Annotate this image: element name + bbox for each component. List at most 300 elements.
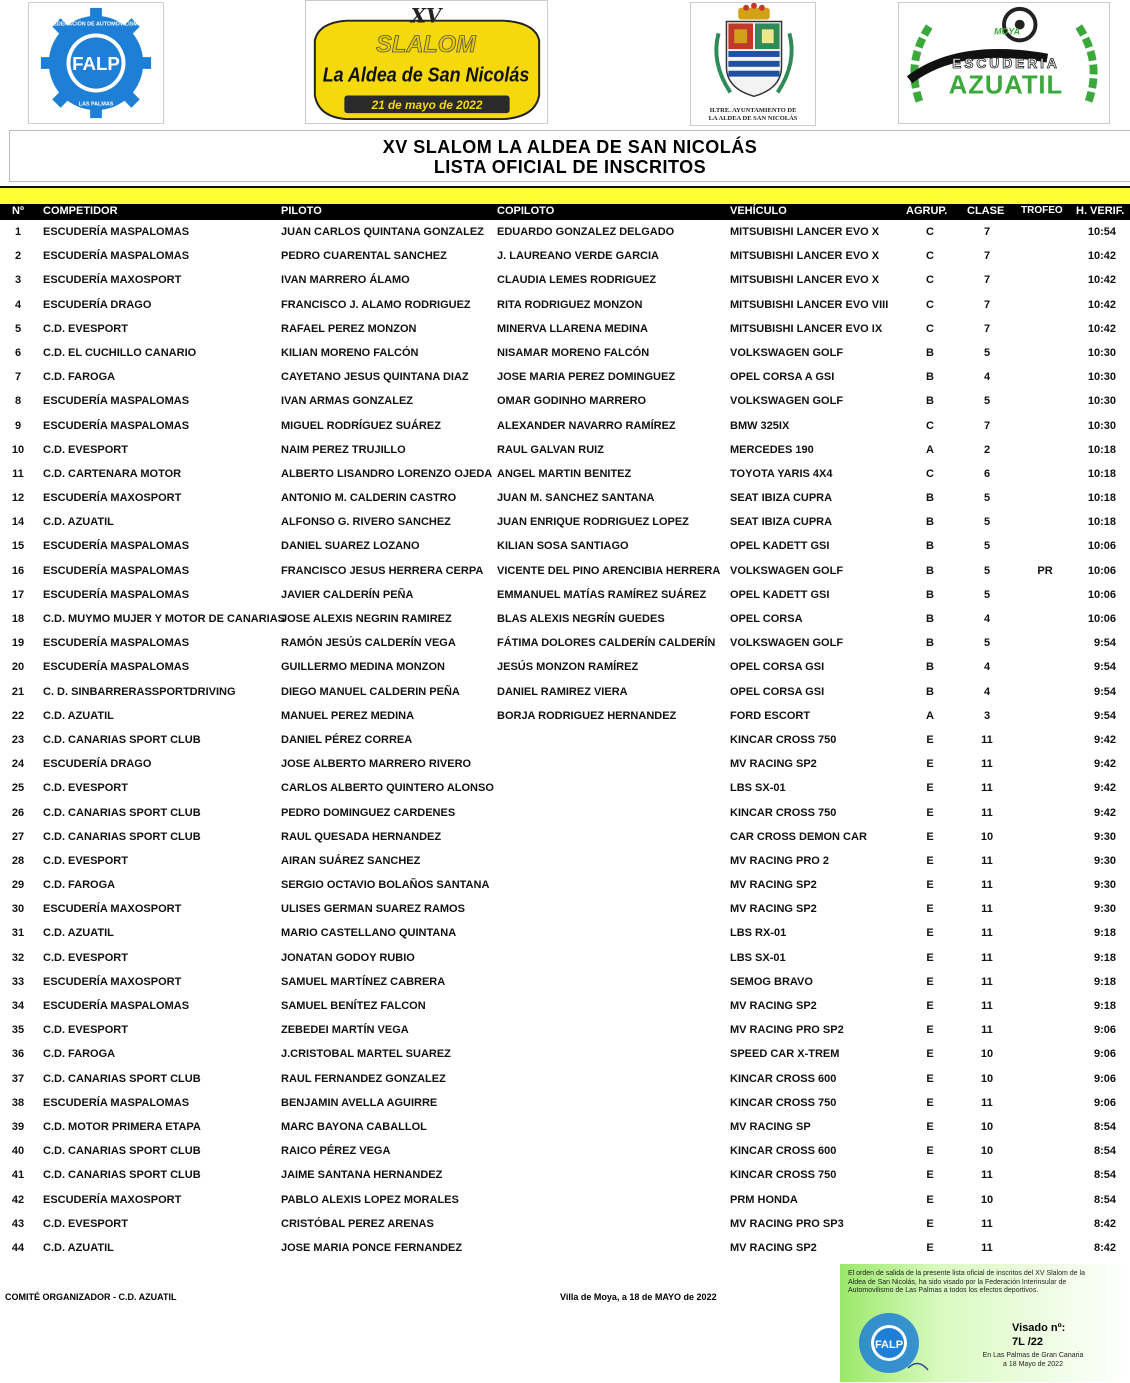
row-hora-verif: 10:30: [1087, 346, 1116, 359]
row-vehiculo: MV RACING SP2: [730, 1000, 817, 1012]
row-copiloto: BORJA RODRIGUEZ HERNANDEZ: [497, 709, 677, 722]
row-piloto: RAICO PÉREZ VEGA: [281, 1145, 391, 1158]
row-piloto: ULISES GERMAN SUAREZ RAMOS: [281, 903, 465, 916]
row-competidor: C.D. EVESPORT: [43, 951, 128, 964]
row-copiloto: EMMANUEL MATÍAS RAMÍREZ SUÁREZ: [497, 588, 707, 601]
row-vehiculo: LBS SX-01: [730, 782, 786, 795]
table-row: [0, 850, 1130, 874]
row-agrup: C: [926, 322, 934, 335]
row-clase: 10: [980, 1193, 994, 1206]
row-vehiculo: MV RACING SP: [730, 1120, 811, 1133]
row-piloto: AIRAN SUÁREZ SANCHEZ: [281, 854, 421, 867]
row-piloto: MARC BAYONA CABALLOL: [281, 1120, 427, 1133]
row-competidor: C.D. MUYMO MUJER Y MOTOR DE CANARIAS: [43, 613, 286, 625]
header-agrup: AGRUP.: [906, 205, 948, 217]
row-agrup: E: [926, 733, 934, 746]
row-clase: 10: [980, 1048, 994, 1061]
row-clase: 5: [983, 492, 991, 505]
row-hora-verif: 9:18: [1093, 927, 1116, 940]
row-num: 40: [11, 1145, 25, 1158]
row-agrup: C: [926, 467, 934, 480]
row-num: 32: [11, 951, 25, 964]
row-hora-verif: 10:42: [1087, 274, 1116, 287]
row-competidor: C.D. CANARIAS SPORT CLUB: [43, 806, 201, 819]
row-num: 16: [11, 564, 25, 577]
row-clase: 5: [983, 516, 991, 529]
row-copiloto: EDUARDO GONZALEZ DELGADO: [497, 226, 675, 238]
row-clase: 11: [981, 1024, 993, 1037]
row-num: 43: [11, 1217, 25, 1230]
header-trofeo: TROFEO: [1021, 205, 1063, 216]
row-agrup: B: [926, 637, 934, 650]
row-agrup: A: [926, 709, 934, 722]
row-competidor: C.D. MOTOR PRIMERA ETAPA: [43, 1120, 201, 1133]
row-vehiculo: MV RACING SP2: [730, 1241, 817, 1254]
row-hora-verif: 10:42: [1087, 322, 1116, 335]
visado-text: El orden de salida de la presente lista oficial de inscritos del XV Slalom de la Aldea de San Nicolás, ha sido visado por la Federación Interinsular de Automovilismo de Las Palmas a todos los efectos deportivos.: [848, 1270, 1085, 1294]
table-row: [0, 463, 1130, 487]
row-clase: 10: [980, 1145, 994, 1158]
row-agrup: C: [926, 274, 934, 287]
row-clase: 5: [983, 637, 991, 650]
row-num: 5: [14, 322, 22, 335]
table-row: [0, 1043, 1130, 1067]
row-hora-verif: 10:30: [1087, 395, 1116, 408]
row-num: 28: [11, 854, 25, 867]
table-row: [0, 729, 1130, 753]
row-competidor: ESCUDERÍA MAXOSPORT: [43, 975, 182, 988]
row-piloto: RAFAEL PEREZ MONZON: [281, 322, 417, 335]
row-competidor: ESCUDERÍA MASPALOMAS: [43, 661, 190, 674]
row-clase: 11: [981, 733, 993, 746]
row-num: 36: [11, 1048, 25, 1061]
row-agrup: C: [926, 298, 934, 311]
entries-table: [0, 221, 1130, 1261]
fialp-center-text: FALP: [72, 52, 120, 74]
row-agrup: E: [926, 1072, 934, 1085]
row-num: 6: [14, 346, 22, 359]
row-piloto: DIEGO MANUEL CALDERIN PEÑA: [281, 685, 460, 698]
row-hora-verif: 10:42: [1087, 250, 1116, 263]
row-vehiculo: MV RACING PRO SP3: [730, 1217, 844, 1230]
table-row: [0, 535, 1130, 559]
row-vehiculo: SEAT IBIZA CUPRA: [730, 492, 833, 505]
row-hora-verif: 8:54: [1093, 1145, 1116, 1158]
table-row: [0, 681, 1130, 705]
header-copiloto: COPILOTO: [497, 205, 555, 217]
row-agrup: B: [926, 661, 934, 674]
table-row: [0, 1068, 1130, 1092]
table-row: [0, 390, 1130, 414]
row-clase: 3: [983, 709, 991, 722]
row-agrup: E: [926, 830, 934, 843]
row-competidor: ESCUDERÍA MASPALOMAS: [43, 1000, 190, 1012]
table-row: [0, 947, 1130, 971]
row-piloto: MANUEL PEREZ MEDINA: [281, 709, 415, 722]
row-piloto: ANTONIO M. CALDERIN CASTRO: [281, 492, 457, 505]
row-agrup: E: [926, 903, 934, 916]
row-hora-verif: 9:06: [1093, 1096, 1116, 1109]
row-hora-verif: 10:06: [1087, 613, 1116, 625]
row-num: 25: [11, 782, 25, 795]
row-vehiculo: MERCEDES 190: [730, 443, 814, 456]
row-copiloto: DANIEL RAMIREZ VIERA: [497, 685, 628, 698]
row-hora-verif: 9:30: [1093, 879, 1116, 892]
row-competidor: ESCUDERÍA MAXOSPORT: [43, 274, 182, 287]
row-vehiculo: MITSUBISHI LANCER EVO X: [730, 250, 880, 263]
row-competidor: ESCUDERÍA MASPALOMAS: [43, 226, 190, 238]
row-competidor: C.D. AZUATIL: [43, 1241, 114, 1254]
row-agrup: E: [926, 1048, 934, 1061]
row-num: 35: [11, 1024, 25, 1037]
row-hora-verif: 9:18: [1093, 951, 1116, 964]
table-row: [0, 995, 1130, 1019]
row-num: 22: [11, 709, 25, 722]
row-vehiculo: MITSUBISHI LANCER EVO VIII: [730, 298, 889, 311]
table-row: [0, 898, 1130, 922]
table-row: [0, 802, 1130, 826]
row-competidor: C.D. CARTENARA MOTOR: [43, 467, 182, 480]
row-piloto: IVAN MARRERO ÁLAMO: [281, 274, 410, 287]
document-title: [9, 130, 1130, 182]
table-row: [0, 560, 1130, 584]
row-piloto: JOSE ALBERTO MARRERO RIVERO: [281, 758, 472, 771]
row-clase: 7: [983, 322, 991, 335]
row-agrup: E: [926, 1217, 934, 1230]
row-vehiculo: FORD ESCORT: [730, 709, 811, 722]
row-num: 12: [11, 492, 25, 505]
table-row: [0, 1213, 1130, 1237]
row-hora-verif: 9:54: [1093, 637, 1116, 650]
row-num: 4: [14, 298, 22, 311]
row-vehiculo: VOLKSWAGEN GOLF: [730, 346, 844, 359]
row-vehiculo: KINCAR CROSS 600: [730, 1072, 837, 1085]
fialp-stamp-icon: [848, 1308, 930, 1378]
row-num: 11: [12, 467, 24, 480]
row-clase: 11: [981, 758, 993, 771]
row-competidor: C.D. AZUATIL: [43, 516, 114, 529]
row-hora-verif: 9:54: [1093, 685, 1116, 698]
row-num: 10: [11, 443, 25, 456]
row-vehiculo: VOLKSWAGEN GOLF: [730, 564, 844, 577]
row-clase: 11: [981, 975, 993, 988]
header-hora-verif: H. VERIF.: [1076, 205, 1125, 217]
row-agrup: E: [926, 1241, 934, 1254]
table-row: [0, 705, 1130, 729]
row-clase: 11: [981, 903, 993, 916]
row-num: 24: [11, 758, 25, 771]
row-vehiculo: CAR CROSS DEMON CAR: [730, 830, 867, 843]
row-piloto: SERGIO OCTAVIO BOLAÑOS SANTANA: [281, 879, 490, 892]
row-hora-verif: 10:18: [1087, 443, 1116, 456]
row-piloto: JONATAN GODOY RUBIO: [281, 951, 415, 964]
row-clase: 5: [983, 588, 991, 601]
row-piloto: IVAN ARMAS GONZALEZ: [281, 395, 413, 408]
row-agrup: E: [926, 975, 934, 988]
row-vehiculo: KINCAR CROSS 750: [730, 1169, 837, 1182]
row-piloto: ZEBEDEI MARTÍN VEGA: [281, 1024, 409, 1037]
table-row: [0, 777, 1130, 801]
row-copiloto: KILIAN SOSA SANTIAGO: [497, 540, 629, 553]
row-clase: 10: [980, 830, 994, 843]
row-hora-verif: 10:30: [1087, 371, 1116, 384]
table-row: [0, 221, 1130, 245]
row-hora-verif: 9:06: [1093, 1072, 1116, 1085]
row-competidor: C.D. CANARIAS SPORT CLUB: [43, 1145, 201, 1158]
row-piloto: ALBERTO LISANDRO LORENZO OJEDA: [281, 467, 493, 480]
row-competidor: ESCUDERÍA MAXOSPORT: [43, 492, 182, 505]
row-num: 23: [11, 733, 25, 746]
row-vehiculo: SEAT IBIZA CUPRA: [730, 516, 833, 529]
table-row: [0, 342, 1130, 366]
row-competidor: C.D. CANARIAS SPORT CLUB: [43, 733, 201, 746]
row-hora-verif: 8:42: [1093, 1241, 1116, 1254]
row-competidor: C.D. EL CUCHILLO CANARIO: [43, 346, 197, 359]
row-agrup: B: [926, 588, 934, 601]
row-vehiculo: MITSUBISHI LANCER EVO IX: [730, 322, 883, 335]
row-clase: 11: [981, 1217, 993, 1230]
row-clase: 10: [980, 1120, 994, 1133]
row-num: 31: [11, 927, 25, 940]
title-line-2: LISTA OFICIAL DE INSCRITOS: [433, 157, 707, 177]
row-vehiculo: KINCAR CROSS 750: [730, 733, 837, 746]
table-row: [0, 922, 1130, 946]
row-competidor: ESCUDERÍA MASPALOMAS: [43, 1096, 190, 1109]
header-num: Nº: [12, 205, 24, 217]
row-clase: 5: [983, 564, 991, 577]
row-vehiculo: TOYOTA YARIS 4X4: [730, 467, 833, 480]
row-agrup: C: [926, 250, 934, 263]
row-copiloto: OMAR GODINHO MARRERO: [497, 395, 647, 408]
row-num: 27: [11, 830, 25, 843]
row-piloto: CARLOS ALBERTO QUINTERO ALONSO: [281, 782, 494, 795]
footer-organizer: COMITÉ ORGANIZADOR - C.D. AZUATIL: [5, 1292, 177, 1302]
row-piloto: PABLO ALEXIS LOPEZ MORALES: [281, 1193, 459, 1206]
row-num: 30: [11, 903, 25, 916]
escuderia-small: MOYA: [994, 26, 1021, 37]
row-num: 34: [11, 1000, 25, 1012]
row-competidor: C.D. FAROGA: [43, 879, 116, 892]
row-clase: 11: [981, 854, 993, 867]
row-clase: 11: [981, 782, 993, 795]
table-row: [0, 874, 1130, 898]
row-piloto: CRISTÓBAL PEREZ ARENAS: [281, 1217, 434, 1230]
table-top-bar: [0, 186, 1130, 204]
table-row: [0, 1092, 1130, 1116]
table-row: [0, 584, 1130, 608]
row-vehiculo: SPEED CAR X-TREM: [730, 1048, 840, 1061]
row-clase: 11: [981, 879, 993, 892]
fialp-gear-icon: [29, 3, 163, 123]
row-agrup: B: [926, 346, 934, 359]
row-agrup: C: [926, 226, 934, 238]
row-copiloto: CLAUDIA LEMES RODRIGUEZ: [497, 274, 657, 287]
row-competidor: C.D. CANARIAS SPORT CLUB: [43, 1072, 201, 1085]
row-num: 20: [11, 661, 25, 674]
visado-number: 7L /22: [1012, 1336, 1043, 1348]
row-vehiculo: OPEL CORSA GSI: [730, 661, 825, 674]
row-copiloto: JUAN ENRIQUE RODRIGUEZ LOPEZ: [497, 516, 689, 529]
slalom-place: La Aldea de San Nicolás: [322, 63, 530, 87]
row-agrup: B: [926, 564, 934, 577]
slalom-event-logo: [305, 0, 548, 124]
row-piloto: RAMÓN JESÚS CALDERÍN VEGA: [281, 637, 456, 650]
row-agrup: B: [926, 685, 934, 698]
row-piloto: SAMUEL BENÍTEZ FALCON: [281, 1000, 426, 1012]
row-agrup: E: [926, 1096, 934, 1109]
row-agrup: E: [926, 927, 934, 940]
row-piloto: MARIO CASTELLANO QUINTANA: [281, 927, 457, 940]
row-vehiculo: VOLKSWAGEN GOLF: [730, 395, 844, 408]
row-hora-verif: 8:54: [1093, 1169, 1116, 1182]
row-copiloto: RAUL GALVAN RUIZ: [497, 443, 604, 456]
row-clase: 7: [983, 250, 991, 263]
row-competidor: C.D. FAROGA: [43, 1048, 116, 1061]
row-hora-verif: 10:18: [1087, 467, 1116, 480]
row-copiloto: FÁTIMA DOLORES CALDERÍN CALDERÍN: [497, 637, 716, 650]
row-competidor: ESCUDERÍA MASPALOMAS: [43, 419, 190, 432]
row-num: 7: [14, 371, 22, 384]
table-row: [0, 1237, 1130, 1261]
row-hora-verif: 10:06: [1087, 588, 1116, 601]
table-row: [0, 971, 1130, 995]
table-row: [0, 487, 1130, 511]
row-hora-verif: 9:18: [1093, 1000, 1116, 1012]
row-piloto: RAUL QUESADA HERNANDEZ: [281, 830, 442, 843]
row-agrup: E: [926, 806, 934, 819]
row-hora-verif: 10:54: [1087, 226, 1116, 238]
row-agrup: C: [926, 419, 934, 432]
row-hora-verif: 10:06: [1087, 540, 1116, 553]
row-vehiculo: OPEL KADETT GSI: [730, 540, 830, 553]
row-hora-verif: 9:30: [1093, 903, 1116, 916]
row-agrup: E: [926, 1145, 934, 1158]
row-agrup: E: [926, 879, 934, 892]
fialp-ring-text: FEDERACIÓN DE AUTOMOVILISMO: [50, 21, 142, 28]
row-agrup: E: [926, 782, 934, 795]
row-num: 41: [11, 1169, 25, 1182]
row-competidor: ESCUDERÍA MASPALOMAS: [43, 564, 190, 577]
escuderia-word: ESCUDERIA: [952, 55, 1060, 71]
row-num: 2: [14, 250, 22, 263]
table-row: [0, 1019, 1130, 1043]
row-competidor: ESCUDERÍA MASPALOMAS: [43, 395, 190, 408]
slalom-word: SLALOM: [376, 32, 476, 59]
row-clase: 4: [983, 371, 991, 384]
row-copiloto: JESÚS MONZON RAMÍREZ: [497, 661, 639, 674]
row-copiloto: VICENTE DEL PINO ARENCIBIA HERRERA: [497, 564, 721, 577]
row-vehiculo: LBS RX-01: [730, 927, 787, 940]
row-vehiculo: OPEL KADETT GSI: [730, 588, 830, 601]
row-vehiculo: VOLKSWAGEN GOLF: [730, 637, 844, 650]
row-hora-verif: 9:06: [1093, 1024, 1116, 1037]
row-num: 44: [11, 1241, 25, 1254]
row-copiloto: J. LAUREANO VERDE GARCIA: [497, 250, 659, 263]
row-agrup: E: [926, 1193, 934, 1206]
row-piloto: J.CRISTOBAL MARTEL SUAREZ: [281, 1048, 451, 1061]
row-piloto: JAIME SANTANA HERNANDEZ: [281, 1169, 443, 1182]
row-piloto: MIGUEL RODRÍGUEZ SUÁREZ: [281, 419, 441, 432]
row-competidor: C.D. EVESPORT: [43, 443, 128, 456]
visado-place-1: En Las Palmas de Gran Canaria: [982, 1352, 1084, 1359]
row-hora-verif: 9:18: [1093, 975, 1116, 988]
row-hora-verif: 8:54: [1093, 1120, 1116, 1133]
table-row: [0, 1140, 1130, 1164]
row-agrup: E: [926, 1024, 934, 1037]
header-competidor: COMPETIDOR: [43, 205, 118, 217]
ayuntamiento-logo: [690, 2, 816, 126]
row-agrup: E: [926, 1169, 934, 1182]
row-agrup: E: [926, 1000, 934, 1012]
row-agrup: B: [926, 516, 934, 529]
table-row: [0, 245, 1130, 269]
row-piloto: SAMUEL MARTÍNEZ CABRERA: [281, 975, 446, 988]
row-clase: 5: [983, 395, 991, 408]
row-clase: 10: [980, 1072, 994, 1085]
row-piloto: JUAN CARLOS QUINTANA GONZALEZ: [281, 226, 484, 238]
row-vehiculo: MV RACING PRO SP2: [730, 1024, 844, 1037]
row-hora-verif: 10:30: [1087, 419, 1116, 432]
row-piloto: PEDRO CUARENTAL SANCHEZ: [281, 250, 447, 263]
row-num: 14: [11, 516, 25, 529]
row-vehiculo: MITSUBISHI LANCER EVO X: [730, 274, 880, 287]
row-hora-verif: 9:30: [1093, 830, 1116, 843]
table-row: [0, 1164, 1130, 1188]
row-clase: 7: [983, 226, 991, 238]
row-clase: 11: [981, 1169, 993, 1182]
row-clase: 4: [983, 685, 991, 698]
row-clase: 7: [983, 419, 991, 432]
row-clase: 11: [981, 927, 993, 940]
row-competidor: C.D. EVESPORT: [43, 1217, 128, 1230]
row-num: 19: [11, 637, 25, 650]
row-hora-verif: 10:42: [1087, 298, 1116, 311]
row-num: 38: [11, 1096, 25, 1109]
row-agrup: B: [926, 492, 934, 505]
row-competidor: ESCUDERÍA DRAGO: [43, 298, 152, 311]
row-piloto: RAUL FERNANDEZ GONZALEZ: [281, 1072, 446, 1085]
row-num: 9: [14, 419, 22, 432]
row-clase: 4: [983, 661, 991, 674]
row-agrup: A: [926, 443, 934, 456]
escuderia-name: AZUATIL: [948, 71, 1064, 100]
row-num: 37: [11, 1072, 25, 1085]
row-hora-verif: 8:54: [1093, 1193, 1116, 1206]
row-clase: 4: [983, 613, 991, 625]
row-copiloto: BLAS ALEXIS NEGRÍN GUEDES: [497, 613, 665, 625]
visado-logo-text: FALP: [874, 1339, 904, 1351]
row-num: 17: [11, 588, 25, 601]
row-num: 42: [11, 1193, 25, 1206]
escuderia-azuatil-logo: [898, 2, 1110, 124]
row-piloto: DANIEL PÉREZ CORREA: [281, 733, 413, 746]
ayuntamiento-caption-2: LA ALDEA DE SAN NICOLÁS: [708, 115, 798, 122]
row-vehiculo: KINCAR CROSS 750: [730, 806, 837, 819]
row-copiloto: NISAMAR MORENO FALCÓN: [497, 346, 650, 359]
row-piloto: JAVIER CALDERÍN PEÑA: [281, 588, 414, 601]
table-row: [0, 826, 1130, 850]
row-clase: 5: [983, 540, 991, 553]
row-vehiculo: MV RACING SP2: [730, 758, 817, 771]
row-vehiculo: MV RACING SP2: [730, 879, 817, 892]
row-piloto: FRANCISCO J. ALAMO RODRIGUEZ: [281, 298, 471, 311]
row-vehiculo: KINCAR CROSS 600: [730, 1145, 837, 1158]
row-competidor: C.D. AZUATIL: [43, 709, 114, 722]
row-clase: 11: [981, 1241, 993, 1254]
row-competidor: C.D. AZUATIL: [43, 927, 114, 940]
table-row: [0, 753, 1130, 777]
row-competidor: ESCUDERÍA MASPALOMAS: [43, 250, 190, 263]
